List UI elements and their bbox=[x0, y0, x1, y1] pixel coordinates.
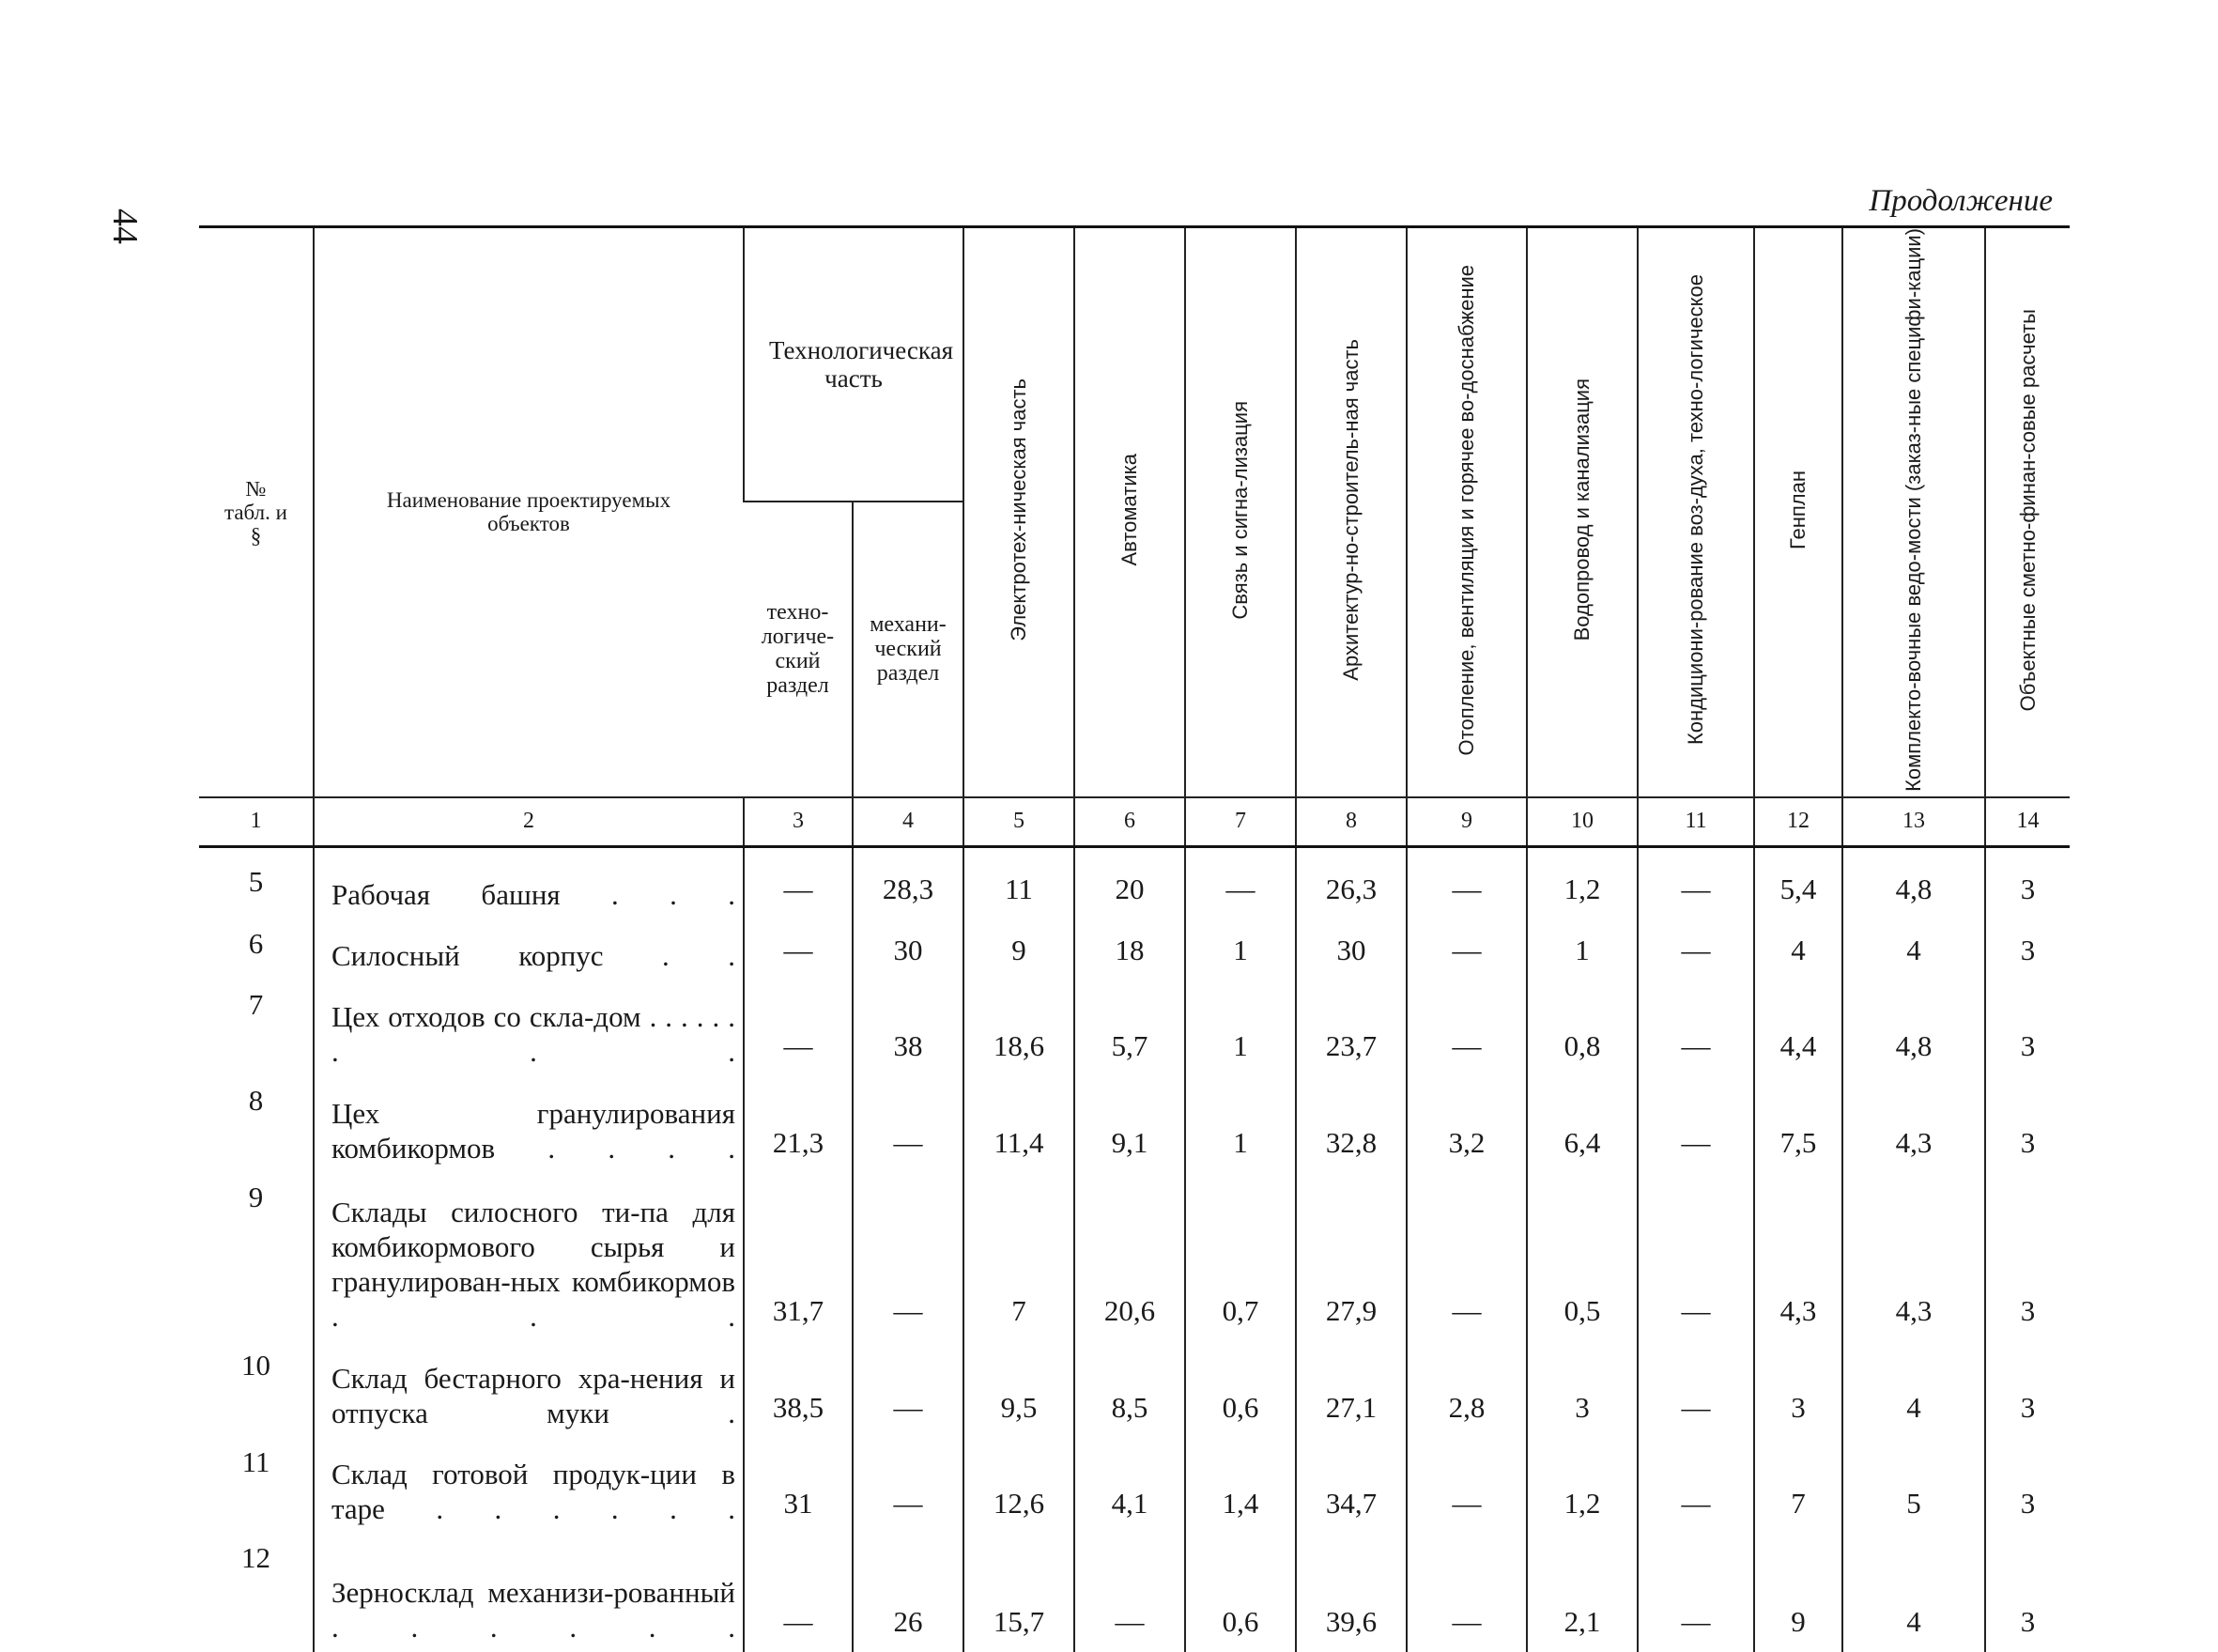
table-row bbox=[199, 1341, 2070, 1438]
header-col-9: Отопление, вентиляция и горячее во-доснабжение bbox=[1407, 227, 1527, 797]
value-cell: 32,8 bbox=[1296, 1076, 1407, 1173]
object-name: Цех отходов со скла-дом . . . . . . . . . bbox=[314, 980, 744, 1077]
value-cell: 1,4 bbox=[1185, 1438, 1296, 1535]
row-number: 5 bbox=[248, 865, 264, 899]
value-cell: 1 bbox=[1185, 919, 1296, 980]
value-cell: 3 bbox=[1985, 1173, 2070, 1340]
object-name: Силосный корпус . . bbox=[314, 919, 744, 980]
value-cell: 4,3 bbox=[1754, 1173, 1842, 1340]
value-cell: — bbox=[1407, 1438, 1527, 1535]
table-row bbox=[199, 980, 2070, 1077]
value-cell: 5,7 bbox=[1074, 980, 1185, 1077]
value-cell: 18,6 bbox=[963, 980, 1074, 1077]
value-cell: 4,4 bbox=[1754, 980, 1842, 1077]
value-cell: — bbox=[1638, 1438, 1754, 1535]
value-cell: — bbox=[1407, 1173, 1527, 1340]
col-number: 1 bbox=[199, 797, 314, 847]
header-name: Наименование проектируемых объектов bbox=[314, 227, 744, 797]
value-cell: 3 bbox=[1985, 857, 2070, 919]
col-number: 3 bbox=[744, 797, 853, 847]
header-table-no: № табл. и § bbox=[199, 227, 314, 797]
value-cell: 1 bbox=[1527, 919, 1638, 980]
value-cell: 4,8 bbox=[1842, 980, 1985, 1077]
value-cell: — bbox=[1407, 919, 1527, 980]
value-cell: 34,7 bbox=[1296, 1438, 1407, 1535]
value-cell: 39,6 bbox=[1296, 1534, 1407, 1652]
value-cell: 7,5 bbox=[1754, 1076, 1842, 1173]
value-cell: 21,3 bbox=[744, 1076, 853, 1173]
value-cell: 5 bbox=[1842, 1438, 1985, 1535]
value-cell: 0,6 bbox=[1185, 1341, 1296, 1438]
value-cell: 9,1 bbox=[1074, 1076, 1185, 1173]
value-cell: — bbox=[1074, 1534, 1185, 1652]
value-cell: 2,1 bbox=[1527, 1534, 1638, 1652]
value-cell: 4 bbox=[1842, 1534, 1985, 1652]
value-cell: 3,2 bbox=[1407, 1076, 1527, 1173]
col-number: 13 bbox=[1842, 797, 1985, 847]
col-number: 14 bbox=[1985, 797, 2070, 847]
value-cell: — bbox=[1638, 857, 1754, 919]
value-cell: — bbox=[744, 1534, 853, 1652]
col-number: 4 bbox=[853, 797, 963, 847]
row-number: 9 bbox=[248, 1181, 264, 1214]
header-col-10: Водопровод и канализация bbox=[1527, 227, 1638, 797]
col-number: 5 bbox=[963, 797, 1074, 847]
object-name: Склад готовой продук-ции в таре . . . . . . bbox=[314, 1438, 744, 1535]
value-cell: 4 bbox=[1842, 1341, 1985, 1438]
header-col-6: Автоматика bbox=[1074, 227, 1185, 797]
value-cell: — bbox=[1407, 1534, 1527, 1652]
value-cell: 31 bbox=[744, 1438, 853, 1535]
object-name: Рабочая башня . . . bbox=[314, 857, 744, 919]
value-cell: 0,5 bbox=[1527, 1173, 1638, 1340]
value-cell: — bbox=[1638, 1173, 1754, 1340]
row-number: 7 bbox=[248, 987, 264, 1021]
col-number: 11 bbox=[1638, 797, 1754, 847]
header-col-8: Архитектур-но-строитель-ная часть bbox=[1296, 227, 1407, 797]
table-row bbox=[199, 1173, 2070, 1340]
value-cell: — bbox=[853, 1341, 963, 1438]
value-cell: 31,7 bbox=[744, 1173, 853, 1340]
value-cell: 4,1 bbox=[1074, 1438, 1185, 1535]
header-col-11: Кондициони-рование воз-духа, техно-логическое bbox=[1638, 227, 1754, 797]
table-row bbox=[199, 1076, 2070, 1173]
value-cell: — bbox=[744, 919, 853, 980]
value-cell: — bbox=[853, 1076, 963, 1173]
value-cell: 8,5 bbox=[1074, 1341, 1185, 1438]
value-cell: 3 bbox=[1754, 1341, 1842, 1438]
value-cell: 1,2 bbox=[1527, 1438, 1638, 1535]
value-cell: 9 bbox=[1754, 1534, 1842, 1652]
value-cell: — bbox=[853, 1173, 963, 1340]
col-number: 7 bbox=[1185, 797, 1296, 847]
col-number: 9 bbox=[1407, 797, 1527, 847]
value-cell: 1 bbox=[1185, 1076, 1296, 1173]
row-number: 10 bbox=[241, 1348, 270, 1382]
value-cell: 23,7 bbox=[1296, 980, 1407, 1077]
value-cell: 1,2 bbox=[1527, 857, 1638, 919]
value-cell: — bbox=[1638, 1341, 1754, 1438]
value-cell: 26,3 bbox=[1296, 857, 1407, 919]
value-cell: — bbox=[744, 857, 853, 919]
object-name: Склады силосного ти-па для комбикормового сырья и гранулирован-ных комбикормов . . . bbox=[314, 1173, 744, 1340]
value-cell: 4,8 bbox=[1842, 857, 1985, 919]
col-number: 12 bbox=[1754, 797, 1842, 847]
value-cell: 26 bbox=[853, 1534, 963, 1652]
value-cell: 7 bbox=[1754, 1438, 1842, 1535]
value-cell: 9,5 bbox=[963, 1341, 1074, 1438]
value-cell: 3 bbox=[1985, 980, 2070, 1077]
table-row bbox=[199, 1438, 2070, 1535]
value-cell: 3 bbox=[1985, 1076, 2070, 1173]
col-number: 2 bbox=[314, 797, 744, 847]
col-number: 10 bbox=[1527, 797, 1638, 847]
value-cell: 11 bbox=[963, 857, 1074, 919]
value-cell: 1 bbox=[1185, 980, 1296, 1077]
table-row bbox=[199, 857, 2070, 919]
value-cell: 9 bbox=[963, 919, 1074, 980]
row-number: 12 bbox=[241, 1541, 270, 1575]
value-cell: 6,4 bbox=[1527, 1076, 1638, 1173]
header-tech-sub-2: механи-ческий раздел bbox=[853, 502, 963, 797]
table-row bbox=[199, 1534, 2070, 1652]
value-cell: 5,4 bbox=[1754, 857, 1842, 919]
header-col-12: Генплан bbox=[1754, 227, 1842, 797]
value-cell: 4 bbox=[1842, 919, 1985, 980]
value-cell: 2,8 bbox=[1407, 1341, 1527, 1438]
value-cell: 0,7 bbox=[1185, 1173, 1296, 1340]
value-cell: — bbox=[853, 1438, 963, 1535]
value-cell: 28,3 bbox=[853, 857, 963, 919]
value-cell: 7 bbox=[963, 1173, 1074, 1340]
value-cell: 20,6 bbox=[1074, 1173, 1185, 1340]
value-cell: — bbox=[1638, 980, 1754, 1077]
row-number: 6 bbox=[248, 926, 264, 960]
row-number: 8 bbox=[248, 1084, 264, 1118]
header-tech-group: Технологическая часть bbox=[744, 227, 963, 502]
header-col-5: Электротех-ническая часть bbox=[963, 227, 1074, 797]
value-cell: 30 bbox=[853, 919, 963, 980]
continuation-label: Продолжение bbox=[1869, 184, 2053, 218]
value-cell: 3 bbox=[1985, 1534, 2070, 1652]
row-number: 11 bbox=[241, 1444, 270, 1478]
value-cell: 4 bbox=[1754, 919, 1842, 980]
value-cell: 27,1 bbox=[1296, 1341, 1407, 1438]
value-cell: 20 bbox=[1074, 857, 1185, 919]
data-table bbox=[199, 225, 2070, 1652]
value-cell: 3 bbox=[1985, 1438, 2070, 1535]
value-cell: 0,6 bbox=[1185, 1534, 1296, 1652]
header-col-13: Комплекто-вочные ведо-мости (заказ-ные специфи-кации) bbox=[1842, 227, 1985, 797]
value-cell: 4,3 bbox=[1842, 1076, 1985, 1173]
table-row bbox=[199, 919, 2070, 980]
object-name: Зерносклад механизи-рованный . . . . . . bbox=[314, 1534, 744, 1652]
value-cell: 3 bbox=[1527, 1341, 1638, 1438]
value-cell: — bbox=[1638, 1076, 1754, 1173]
value-cell: 30 bbox=[1296, 919, 1407, 980]
value-cell: — bbox=[1407, 857, 1527, 919]
page-number: 44 bbox=[105, 208, 145, 244]
value-cell: — bbox=[1638, 1534, 1754, 1652]
value-cell: — bbox=[1185, 857, 1296, 919]
object-name: Цех гранулирования комбикормов . . . . bbox=[314, 1076, 744, 1173]
value-cell: 3 bbox=[1985, 919, 2070, 980]
value-cell: 38 bbox=[853, 980, 963, 1077]
value-cell: 0,8 bbox=[1527, 980, 1638, 1077]
value-cell: 15,7 bbox=[963, 1534, 1074, 1652]
value-cell: 4,3 bbox=[1842, 1173, 1985, 1340]
value-cell: 18 bbox=[1074, 919, 1185, 980]
value-cell: 3 bbox=[1985, 1341, 2070, 1438]
value-cell: — bbox=[1407, 980, 1527, 1077]
header-col-7: Связь и сигна-лизация bbox=[1185, 227, 1296, 797]
object-name: Склад бестарного хра-нения и отпуска муки . bbox=[314, 1341, 744, 1438]
value-cell: 12,6 bbox=[963, 1438, 1074, 1535]
value-cell: — bbox=[1638, 919, 1754, 980]
header-col-14: Объектные сметно-финан-совые расчеты bbox=[1985, 227, 2070, 797]
value-cell: 11,4 bbox=[963, 1076, 1074, 1173]
value-cell: 38,5 bbox=[744, 1341, 853, 1438]
col-number: 6 bbox=[1074, 797, 1185, 847]
value-cell: 27,9 bbox=[1296, 1173, 1407, 1340]
col-number: 8 bbox=[1296, 797, 1407, 847]
value-cell: — bbox=[744, 980, 853, 1077]
header-tech-sub-1: техно-логиче-ский раздел bbox=[744, 502, 853, 797]
